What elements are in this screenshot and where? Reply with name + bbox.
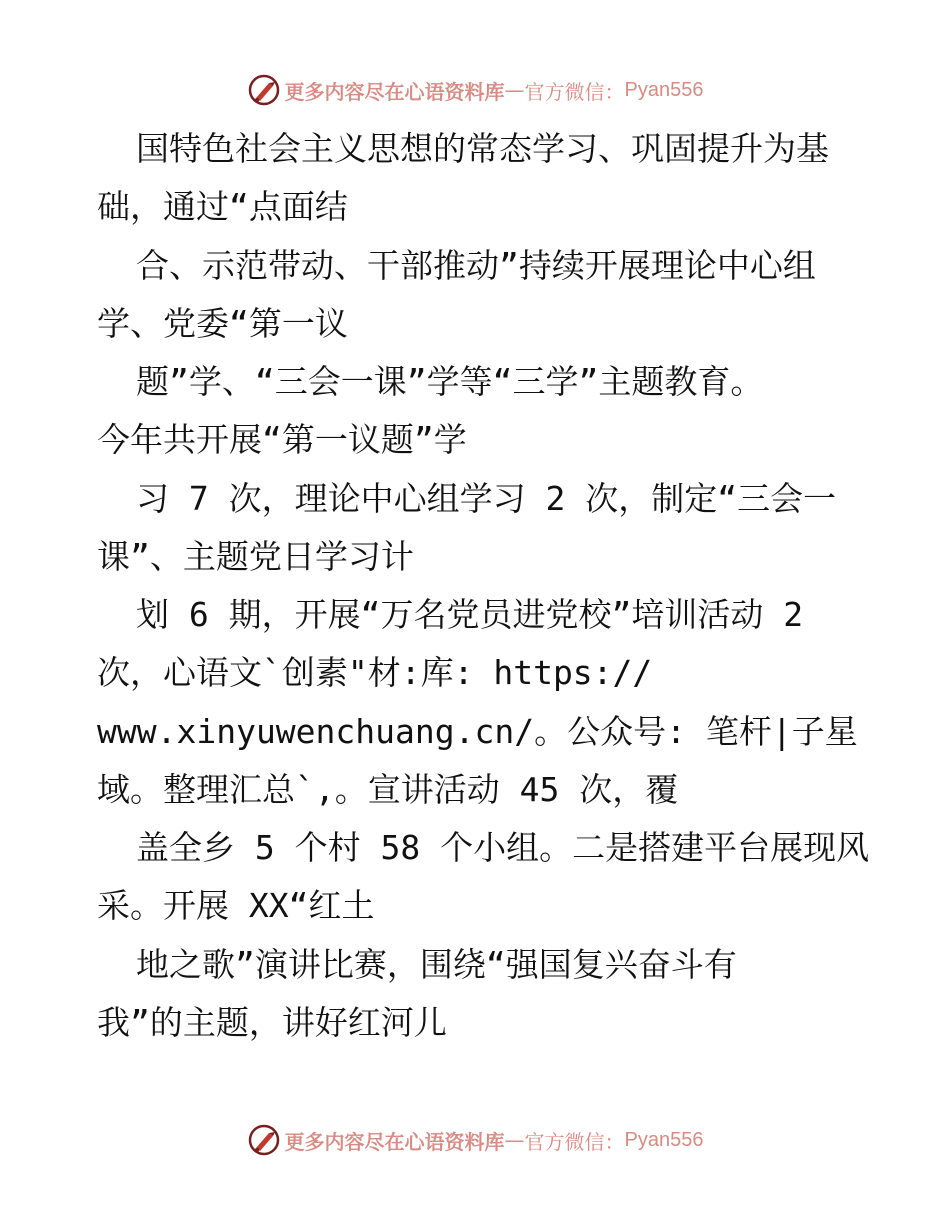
body-line: www.xinyuwenchuang.cn/。公众号: 笔杆|子星 [97,712,858,751]
body-line: 采。开展 XX“红土 [97,886,375,925]
body-line: 地之歌”演讲比赛，围绕“强国复兴奋斗有 [136,945,737,984]
body-line: 划 6 期，开展“万名党员进党校”培训活动 2 [136,595,804,634]
body-line: 域。整理汇总`,。宣讲活动 45 次，覆 [97,770,679,809]
body-line: 合、示范带动、干部推动”持续开展理论中心组 [136,246,816,285]
body-line: 础，通过“点面结 [97,187,348,226]
footer-banner [0,1120,950,1160]
banner-wechat-id: Pyan556 [624,1128,704,1151]
banner-dash: — [504,1128,525,1152]
body-line: 次，心语文`创素"材:库: https:// [97,653,653,692]
body-line: 今年共开展“第一议题”学 [97,420,467,459]
body-line: 学、党委“第一议 [97,304,348,343]
body-line: 题”学、“三会一课”学等“三学”主题教育。 [136,362,764,401]
body-line: 盖全乡 5 个村 58 个小组。二是搭建平台展现风 [136,828,870,867]
body-line: 国特色社会主义思想的常态学习、巩固提升为基 [136,129,829,168]
banner-dash: — [504,78,525,102]
banner-wechat-id: Pyan556 [624,78,704,101]
header-banner [0,70,950,110]
pen-logo-icon [247,73,281,107]
banner-main-text: 更多内容尽在心语资料库 [284,79,505,104]
pen-logo-icon [247,1123,281,1157]
banner-main-text: 更多内容尽在心语资料库 [284,1129,505,1154]
banner-sub-text: 官方微信： [524,1129,625,1154]
body-line: 我”的主题，讲好红河儿 [97,1003,447,1042]
body-line: 课”、主题党日学习计 [97,537,414,576]
body-line: 习 7 次，理论中心组学习 2 次，制定“三会一 [136,479,837,518]
banner-sub-text: 官方微信： [524,79,625,104]
